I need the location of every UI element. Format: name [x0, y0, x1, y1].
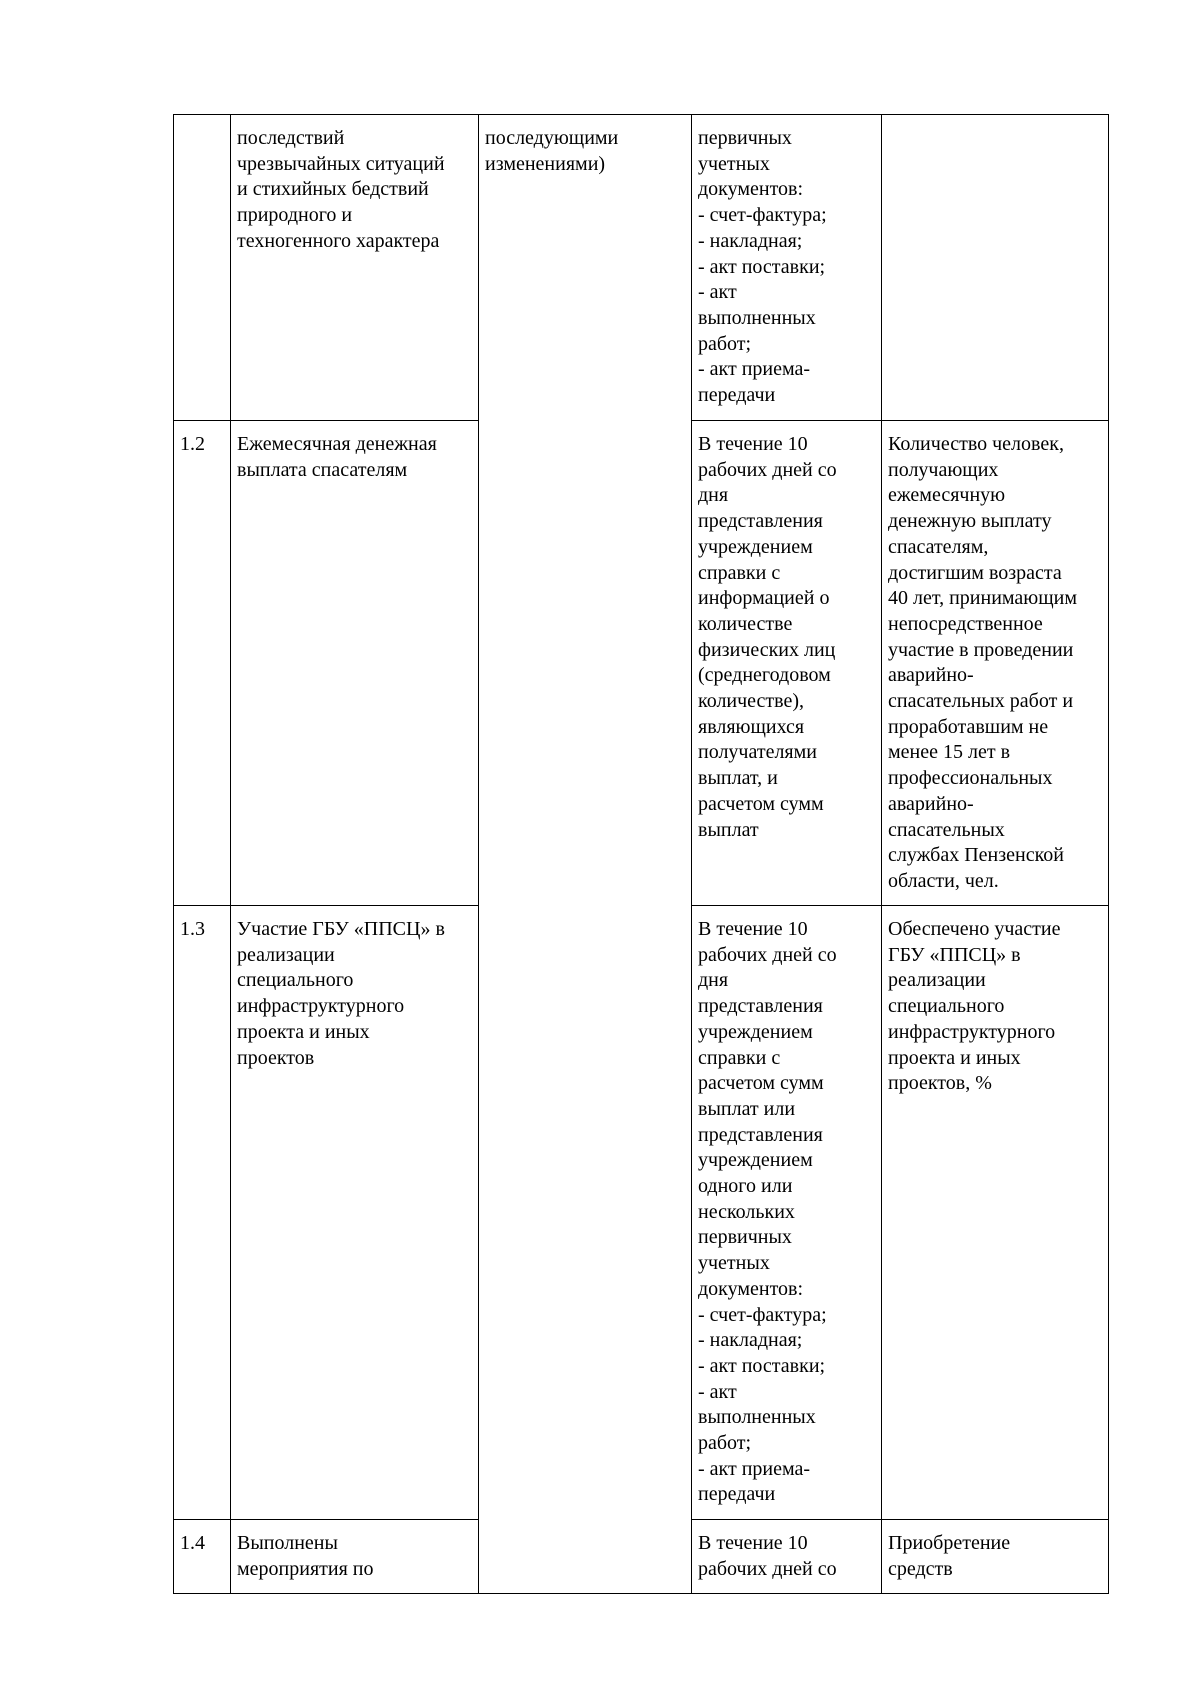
- legal-basis-cell: последующими изменениями): [479, 115, 692, 1594]
- row-number-cell: 1.4: [174, 1520, 231, 1594]
- deadline-cell: В течение 10 рабочих дней со дня представления учреждением справки с расчетом сумм выплат или представления учреждением одного или нескольких первичных учетных документов: - счет-фактура; - накладная; - акт поставки; - акт выполненных работ; - акт приема- передачи: [692, 906, 882, 1520]
- measure-name-cell: последствий чрезвычайных ситуаций и стихийных бедствий природного и техногенного характера: [231, 115, 479, 421]
- measures-table: [173, 114, 1109, 1594]
- row-number-cell: [174, 115, 231, 421]
- indicator-cell: Обеспечено участие ГБУ «ППСЦ» в реализации специального инфраструктурного проекта и иных проектов, %: [882, 906, 1109, 1520]
- indicator-cell: Приобретение средств: [882, 1520, 1109, 1594]
- table-row: [174, 115, 1109, 421]
- row-number-cell: 1.2: [174, 421, 231, 906]
- measure-name-cell: Участие ГБУ «ППСЦ» в реализации специального инфраструктурного проекта и иных проектов: [231, 906, 479, 1520]
- indicator-cell: Количество человек, получающих ежемесячную денежную выплату спасателям, достигшим возраста 40 лет, принимающим непосредственное участие в проведении аварийно- спасательных работ и проработавшим не менее 15 лет в профессиональных аварийно- спасательных службах Пензенской области, чел.: [882, 421, 1109, 906]
- measure-name-cell: Ежемесячная денежная выплата спасателям: [231, 421, 479, 906]
- deadline-cell: В течение 10 рабочих дней со: [692, 1520, 882, 1594]
- indicator-cell: [882, 115, 1109, 421]
- deadline-cell: первичных учетных документов: - счет-фактура; - накладная; - акт поставки; - акт выполненных работ; - акт приема- передачи: [692, 115, 882, 421]
- row-number-cell: 1.3: [174, 906, 231, 1520]
- deadline-cell: В течение 10 рабочих дней со дня представления учреждением справки с информацией о количестве физических лиц (среднегодовом количестве), являющихся получателями выплат, и расчетом сумм выплат: [692, 421, 882, 906]
- measure-name-cell: Выполнены мероприятия по: [231, 1520, 479, 1594]
